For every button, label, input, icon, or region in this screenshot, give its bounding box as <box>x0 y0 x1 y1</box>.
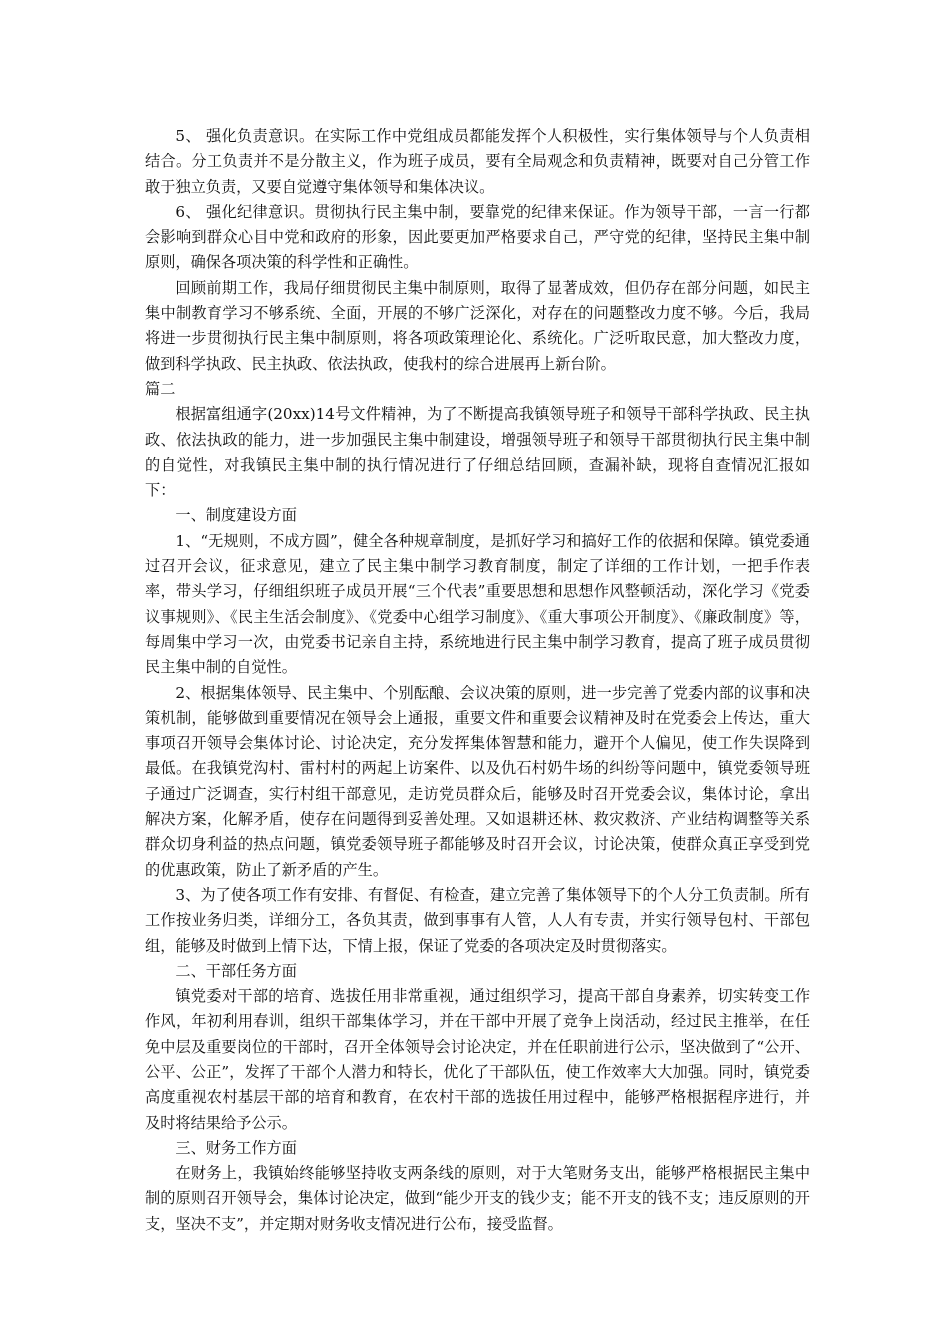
paragraph-item-1: 1、“无规则，不成方圆”，健全各种规章制度，是抓好学习和搞好工作的依据和保障。镇党委通过召开会议，征求意见，建立了民主集中制学习教育制度，制定了详细的工作计划，一把手作表率，带头学习，仔细组织班子成员开展“三个代表”重要思想和思想作风整顿活动，深化学习《党委议事规则》、《民主生活会制度》、《党委中心组学习制度》、《重大事项公开制度》、《廉政制度》等，每周集中学习一次，由党委书记亲自主持，系统地进行民主集中制学习教育，提高了班子成员贯彻民主集中制的自觉性。 <box>145 531 810 677</box>
subheading-1: 一、制度建设方面 <box>175 506 297 525</box>
paragraph-intro: 根据富组通字(20xx)14号文件精神，为了不断提高我镇领导班子和领导干部科学执政、民主执政、依法执政的能力，进一步加强民主集中制建设，增强领导班子和领导干部贯彻执行民主集中制的自觉性，对我镇民主集中制的执行情况进行了仔细总结回顾，查漏补缺，现将自查情况汇报如下： <box>145 405 810 500</box>
paragraph-item-2: 2、根据集体领导、民主集中、个别酝酿、会议决策的原则，进一步完善了党委内部的议事和决策机制，能够做到重要情况在领导会上通报，重要文件和重要会议精神及时在党委会上传达，重大事项召开领导会集体讨论、讨论决定，充分发挥集体智慧和能力，避开个人偏见，使工作失误降到最低。在我镇党沟村、雷村村的两起上访案件、以及仇石村奶牛场的纠纷等问题中，镇党委领导班子通过广泛调查，实行村组干部意见，走访党员群众后，能够及时召开党委会议，集体讨论，拿出解决方案，化解矛盾，使存在问题得到妥善处理。又如退耕还林、救灾救济、产业结构调整等关系群众切身利益的热点问题，镇党委领导班子都能够及时召开会议，讨论决策，使群众真正享受到党的优惠政策，防止了新矛盾的产生。 <box>145 683 810 879</box>
paragraph-1: 5、 强化负责意识。在实际工作中党组成员都能发挥个人积极性，实行集体领导与个人负责相结合。分工负责并不是分散主义，作为班子成员，要有全局观念和负责精神，既要对自己分管工作敢于独立负责，又要自觉遵守集体领导和集体决议。 <box>145 127 810 196</box>
paragraph-finance: 在财务上，我镇始终能够坚持收支两条线的原则，对于大笔财务支出，能够严格根据民主集中制的原则召开领导会，集体讨论决定，做到“能少开支的钱少支；能不开支的钱不支；违反原则的开支，坚决不支”，并定期对财务收支情况进行公布，接受监督。 <box>145 1164 810 1233</box>
section-heading: 篇二 <box>145 379 176 398</box>
paragraph-item-3: 3、为了使各项工作有安排、有督促、有检查，建立完善了集体领导下的个人分工负责制。所有工作按业务归类，详细分工，各负其责，做到事事有人管，人人有专责，并实行领导包村、干部包组，能够及时做到上情下达，下情上报，保证了党委的各项决定及时贯彻落实。 <box>145 885 810 955</box>
paragraph-cadre: 镇党委对干部的培育、选拔任用非常重视，通过组织学习，提高干部自身素养，切实转变工作作风，年初利用春训，组织干部集体学习，并在干部中开展了竞争上岗活动，经过民主推举，在任免中层及重要岗位的干部时，召开全体领导会讨论决定，并在任职前进行公示，坚决做到了“公开、公平、公正”，发挥了干部个人潜力和特长，优化了干部队伍，使工作效率大大加强。同时，镇党委高度重视农村基层干部的培育和教育，在农村干部的选拔任用过程中，能够严格根据程序进行，并及时将结果给予公示。 <box>145 987 810 1132</box>
paragraph-2: 6、 强化纪律意识。贯彻执行民主集中制，要靠党的纪律来保证。作为领导干部，一言一行都会影响到群众心目中党和政府的形象，因此要更加严格要求自己，严守党的纪律，坚持民主集中制原则，确保各项决策的科学性和正确性。 <box>145 202 810 272</box>
subheading-3: 三、财务工作方面 <box>175 1138 297 1157</box>
document-body <box>145 124 810 1237</box>
paragraph-3: 回顾前期工作，我局仔细贯彻民主集中制原则，取得了显著成效，但仍存在部分问题，如民主集中制教育学习不够系统、全面，开展的不够广泛深化，对存在的问题整改力度不够。今后，我局将进一步贯彻执行民主集中制原则，将各项政策理论化、系统化。广泛听取民意，加大整改力度，做到科学执政、民主执政、依法执政，使我村的综合进展再上新台阶。 <box>145 278 810 373</box>
subheading-2: 二、干部任务方面 <box>175 961 297 980</box>
